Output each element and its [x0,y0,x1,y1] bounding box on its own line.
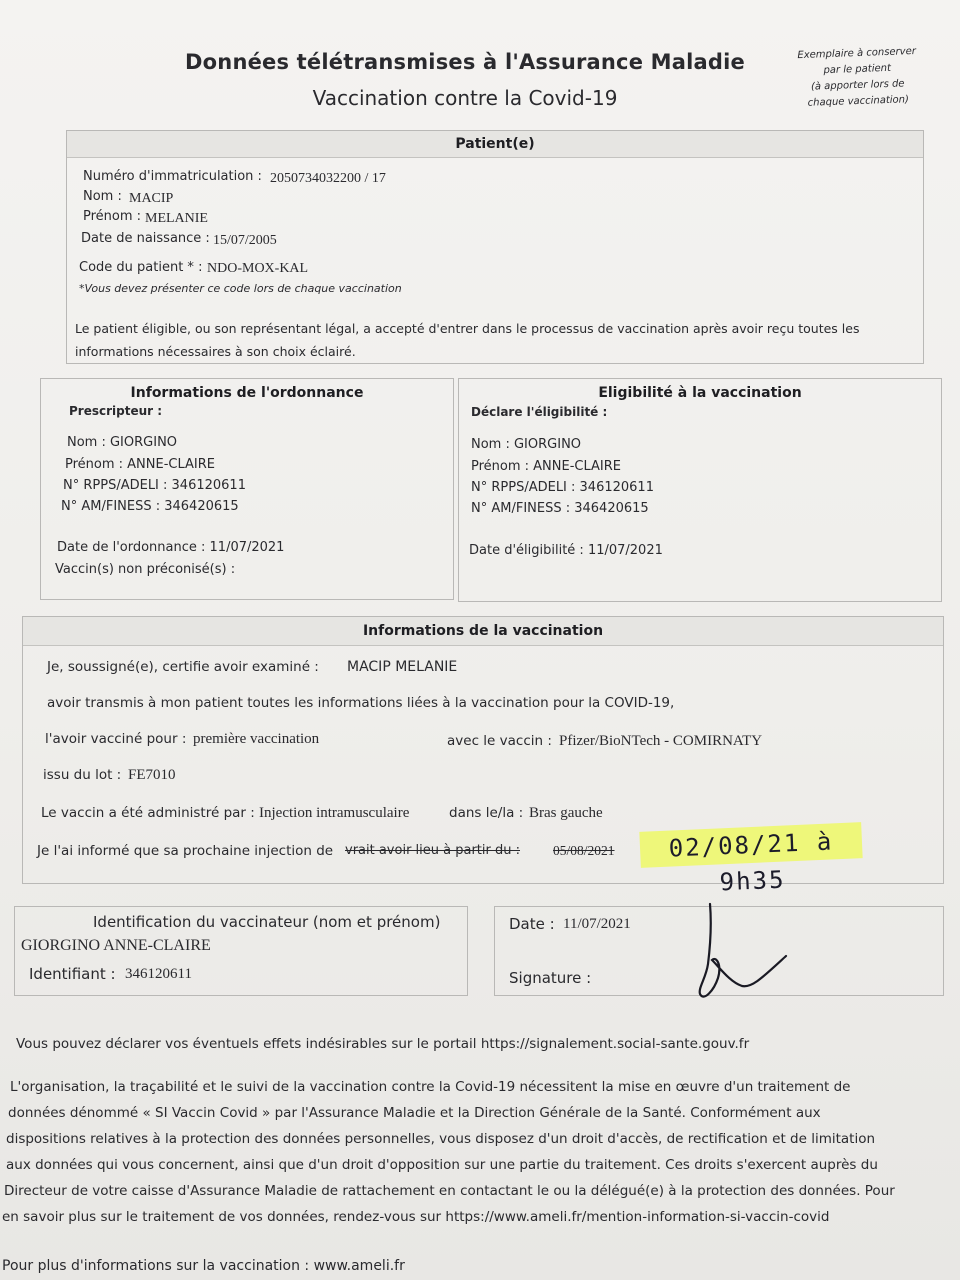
rgpd-line: L'organisation, la traçabilité et le suivi de la vaccination contre la Covid-19 nécessitent la mise en œuvre d'un traitement de [10,1079,851,1095]
prescripteur-finess: N° AM/FINESS : 346420615 [61,499,239,514]
lieu-value: Bras gauche [529,805,603,821]
nom-value: MACIP [129,191,174,206]
patient-heading: Patient(e) [67,131,923,158]
eligibilite-finess: N° AM/FINESS : 346420615 [471,501,649,516]
copy-note-line: Exemplaire à conserver [797,45,917,62]
code-value: NDO-MOX-KAL [207,261,309,276]
eligibilite-rpps: N° RPPS/ADELI : 346120611 [471,480,654,495]
eligibilite-section [458,378,942,602]
dob-value: 15/07/2005 [213,233,277,248]
rgpd-line: données dénommé « SI Vaccin Covid » par l'Assurance Maladie et la Direction Générale de la Santé. Conformément aux [8,1105,821,1121]
patient-section [66,130,924,364]
prescripteur-rpps: N° RPPS/ADELI : 346120611 [63,478,246,493]
prenom-value: MELANIE [145,211,208,226]
eligibilite-prenom: Prénom : ANNE-CLAIRE [471,459,622,474]
more-info-text: Pour plus d'informations sur la vaccination : www.ameli.fr [2,1258,405,1274]
signature-date-value: 11/07/2021 [563,916,631,932]
lot-value: FE7010 [128,767,176,783]
vaccinateur-section [14,906,468,996]
immat-value: 2050734032200 / 17 [270,171,386,186]
admin-label: Le vaccin a été administré par : [41,805,255,821]
certifie-value: MACIP MELANIE [347,659,458,675]
vaccine-pour-label: l'avoir vacciné pour : [45,731,187,747]
vaccinateur-name: GIORGINO ANNE-CLAIRE [21,937,211,954]
nom-label: Nom : [83,189,122,204]
copy-note-line: (à apporter lors de [810,78,905,93]
document-subtitle: Vaccination contre la Covid-19 [312,86,618,110]
immat-label: Numéro d'immatriculation : [83,169,262,184]
copy-note [769,43,946,113]
handwritten-appointment: 02/08/21 à 9h35 [639,822,862,868]
rgpd-line: aux données qui vous concernent, ainsi que d'un droit d'opposition sur une partie du traitement. Ces droits s'exercent auprès du [6,1157,878,1173]
code-label: Code du patient * : [79,260,203,275]
eligibilite-heading: Eligibilité à la vaccination [598,385,802,401]
lieu-label: dans le/la : [449,805,524,821]
ordonnance-section [40,378,454,600]
vaccinateur-heading: Identification du vaccinateur (nom et prénom) [93,913,441,931]
signature-scribble [690,898,800,1008]
dob-label: Date de naissance : [81,231,210,246]
rgpd-line: en savoir plus sur le traitement de vos données, rendez-vous sur https://www.ameli.fr/mention-information-si-vaccin-covid [2,1209,830,1225]
copy-note-line: chaque vaccination) [807,94,910,109]
vaccination-heading: Informations de la vaccination [23,617,943,646]
prochaine-struck-date: 05/08/2021 [553,843,615,858]
prochaine-label: Je l'ai informé que sa prochaine injection de [37,843,334,859]
lot-label: issu du lot : [43,767,122,783]
vaccine-pour-value: première vaccination [193,731,320,747]
rgpd-line: dispositions relatives à la protection des données personnelles, vous disposez d'un droit d'accès, de rectification et de limitation [6,1131,876,1147]
prochaine-struck-text: vrait avoir lieu à partir du : [345,843,520,858]
eligibilite-declarant-label: Déclare l'éligibilité : [471,405,608,419]
signature-date-label: Date : [509,915,555,933]
code-note: *Vous devez présenter ce code lors de chaque vaccination [79,282,402,295]
prescripteur-prenom: Prénom : ANNE-CLAIRE [65,457,216,472]
eligibilite-date: Date d'éligibilité : 11/07/2021 [469,543,663,558]
copy-note-line: par le patient [823,62,892,77]
consent-text: informations nécessaires à son choix éclairé. [75,344,356,359]
vaccinateur-id-value: 346120611 [125,966,192,982]
consent-text: Le patient éligible, ou son représentant légal, a accepté d'entrer dans le processus de vaccination après avoir reçu toutes les [75,321,860,336]
prescripteur-label: Prescripteur : [69,404,163,418]
vaccins-non-preconises: Vaccin(s) non préconisé(s) : [55,562,236,577]
ordonnance-date: Date de l'ordonnance : 11/07/2021 [57,540,285,555]
vaccine-avec-value: Pfizer/BioNTech - COMIRNATY [559,733,763,749]
rgpd-line: Directeur de votre caisse d'Assurance Maladie de rattachement en contactant le ou la délégué(e) à la protection des données. Pour [4,1183,895,1199]
vaccine-avec-label: avec le vaccin : [447,733,552,749]
certifie-label: Je, soussigné(e), certifie avoir examiné : [47,659,319,675]
prescripteur-nom: Nom : GIORGINO [67,435,178,450]
admin-value: Injection intramusculaire [259,805,410,821]
transmis-text: avoir transmis à mon patient toutes les informations liées à la vaccination pour la COVID-19, [47,695,675,711]
signature-label: Signature : [509,969,592,987]
ordonnance-heading: Informations de l'ordonnance [130,385,364,401]
effets-indesirables-text: Vous pouvez déclarer vos éventuels effets indésirables sur le portail https://signalement.social-sante.gouv.fr [16,1036,750,1052]
document-title: Données télétransmises à l'Assurance Maladie [185,50,745,74]
prenom-label: Prénom : [83,209,142,224]
vaccinateur-id-label: Identifiant : [29,965,116,983]
eligibilite-nom: Nom : GIORGINO [471,437,582,452]
